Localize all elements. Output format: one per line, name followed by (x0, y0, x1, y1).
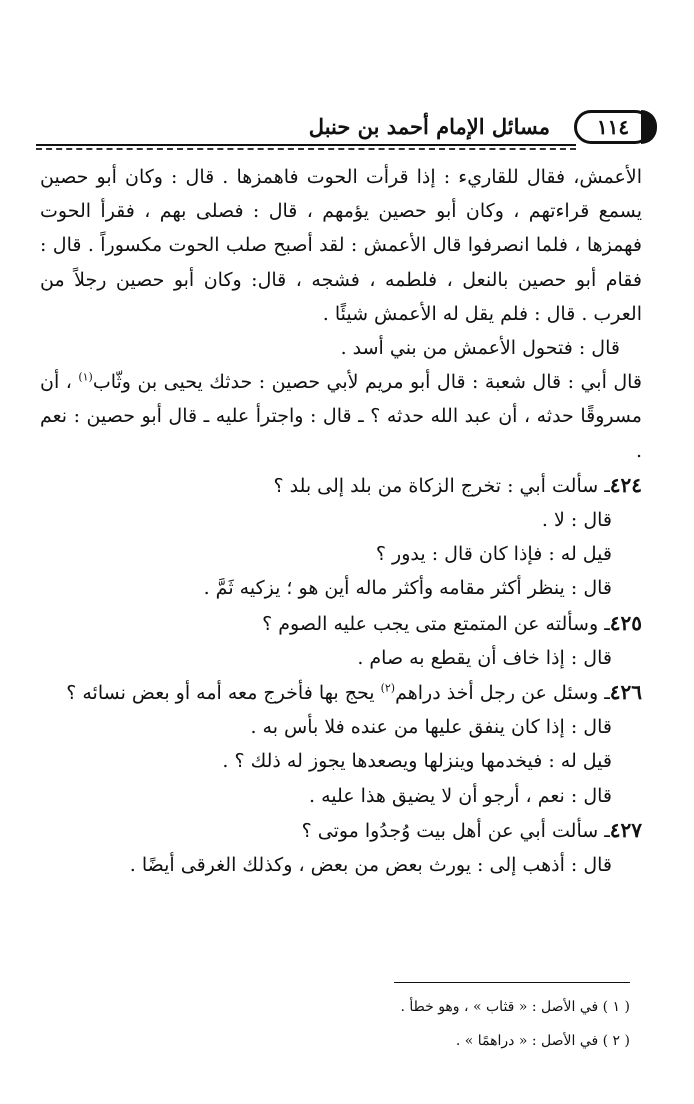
paragraph (40, 365, 642, 468)
answer-line: قيل له : فيخدمها وينزلها ويصعدها يجوز له ذلك ؟ . (222, 750, 612, 773)
question-427 (40, 813, 642, 848)
question-424 (40, 468, 642, 503)
question-text: ـ سألت أبي عن أهل بيت وُجدُوا موتى ؟ (301, 819, 610, 842)
question-number: ٤٢٧ (609, 817, 642, 842)
question-425 (40, 606, 642, 641)
page-number-badge (574, 110, 652, 144)
running-title: مسائل الإمام أحمد بن حنبل (308, 114, 550, 139)
question-number: ٤٢٦ (609, 680, 642, 705)
question-426 (40, 675, 642, 710)
answer-line: قيل له : فإذا كان قال : يدور ؟ (375, 543, 612, 566)
question-text: ـ وسئل عن رجل أخذ دراهم (395, 682, 610, 705)
question-text: يحج بها فأخرج معه أمه أو بعض نسائه ؟ (66, 682, 381, 705)
footnote: ( ٢ ) في الأصل : « دراهمًا » . (455, 1033, 630, 1049)
paragraph-text: ، أن مسروقًا حدثه ، أن عبد الله حدثه ؟ ـ قال : واجترأ عليه ـ قال أبو حصين : نعم . (40, 371, 642, 462)
question-number: ٤٢٤ (609, 472, 642, 497)
footnote-ref: (٢) (380, 681, 396, 695)
footnote: ( ١ ) في الأصل : « قثاب » ، وهو خطأ . (400, 999, 630, 1015)
paragraph: قال : فتحول الأعمش من بني أسد . (340, 337, 620, 360)
paragraph-text: قال أبي : قال شعبة : قال أبو مريم لأبي حصين : حدثك يحيى بن وثّاب (92, 371, 643, 394)
answer-line: قال : إذا خاف أن يقطع به صام . (357, 646, 612, 669)
question-text: ـ وسألته عن المتمتع متى يجب عليه الصوم ؟ (262, 612, 610, 635)
answer-line: قال : إذا كان ينفق عليها من عنده فلا بأس به . (250, 716, 612, 739)
question-text: ـ سألت أبي : تخرج الزكاة من بلد إلى بلد ؟ (273, 474, 610, 497)
page-number: ١١٤ (596, 115, 630, 139)
question-number: ٤٢٥ (609, 610, 642, 635)
answer-line: قال : لا . (541, 509, 612, 532)
paragraph: الأعمش، فقال للقاريء : إذا قرأت الحوت فاهمزها . قال : وكان أبو حصين يسمع قراءتهم ، وكان أبو حصين يؤمهم ، قال : فصلى بهم ، فقرأ الحوت فهمزها ، فلما انصرفوا قال الأعمش : لقد أصبح صلب الحوت مكسوراً . قال : فقام أبو حصين بالنعل ، فلطمه ، فشجه ، قال: وكان أبو حصين رجلاً من العرب . قال : فلم يقل له الأعمش شيئًا . (40, 166, 642, 325)
footnote-rule (394, 982, 630, 983)
header-rule (36, 144, 576, 146)
main-text (40, 160, 642, 882)
footnotes (230, 990, 630, 1058)
page-header (36, 108, 646, 150)
answer-line: قال : أذهب إلى : يورث بعض من بعض ، وكذلك الغرقى أيضًا . (129, 854, 612, 877)
answer-line: قال : نعم ، أرجو أن لا يضيق هذا عليه . (309, 784, 612, 807)
answer-line: قال : ينظر أكثر مقامه وأكثر ماله أين هو ؛ يزكيه ثَمَّ . (203, 577, 612, 600)
footnote-ref: (١) (78, 370, 93, 384)
